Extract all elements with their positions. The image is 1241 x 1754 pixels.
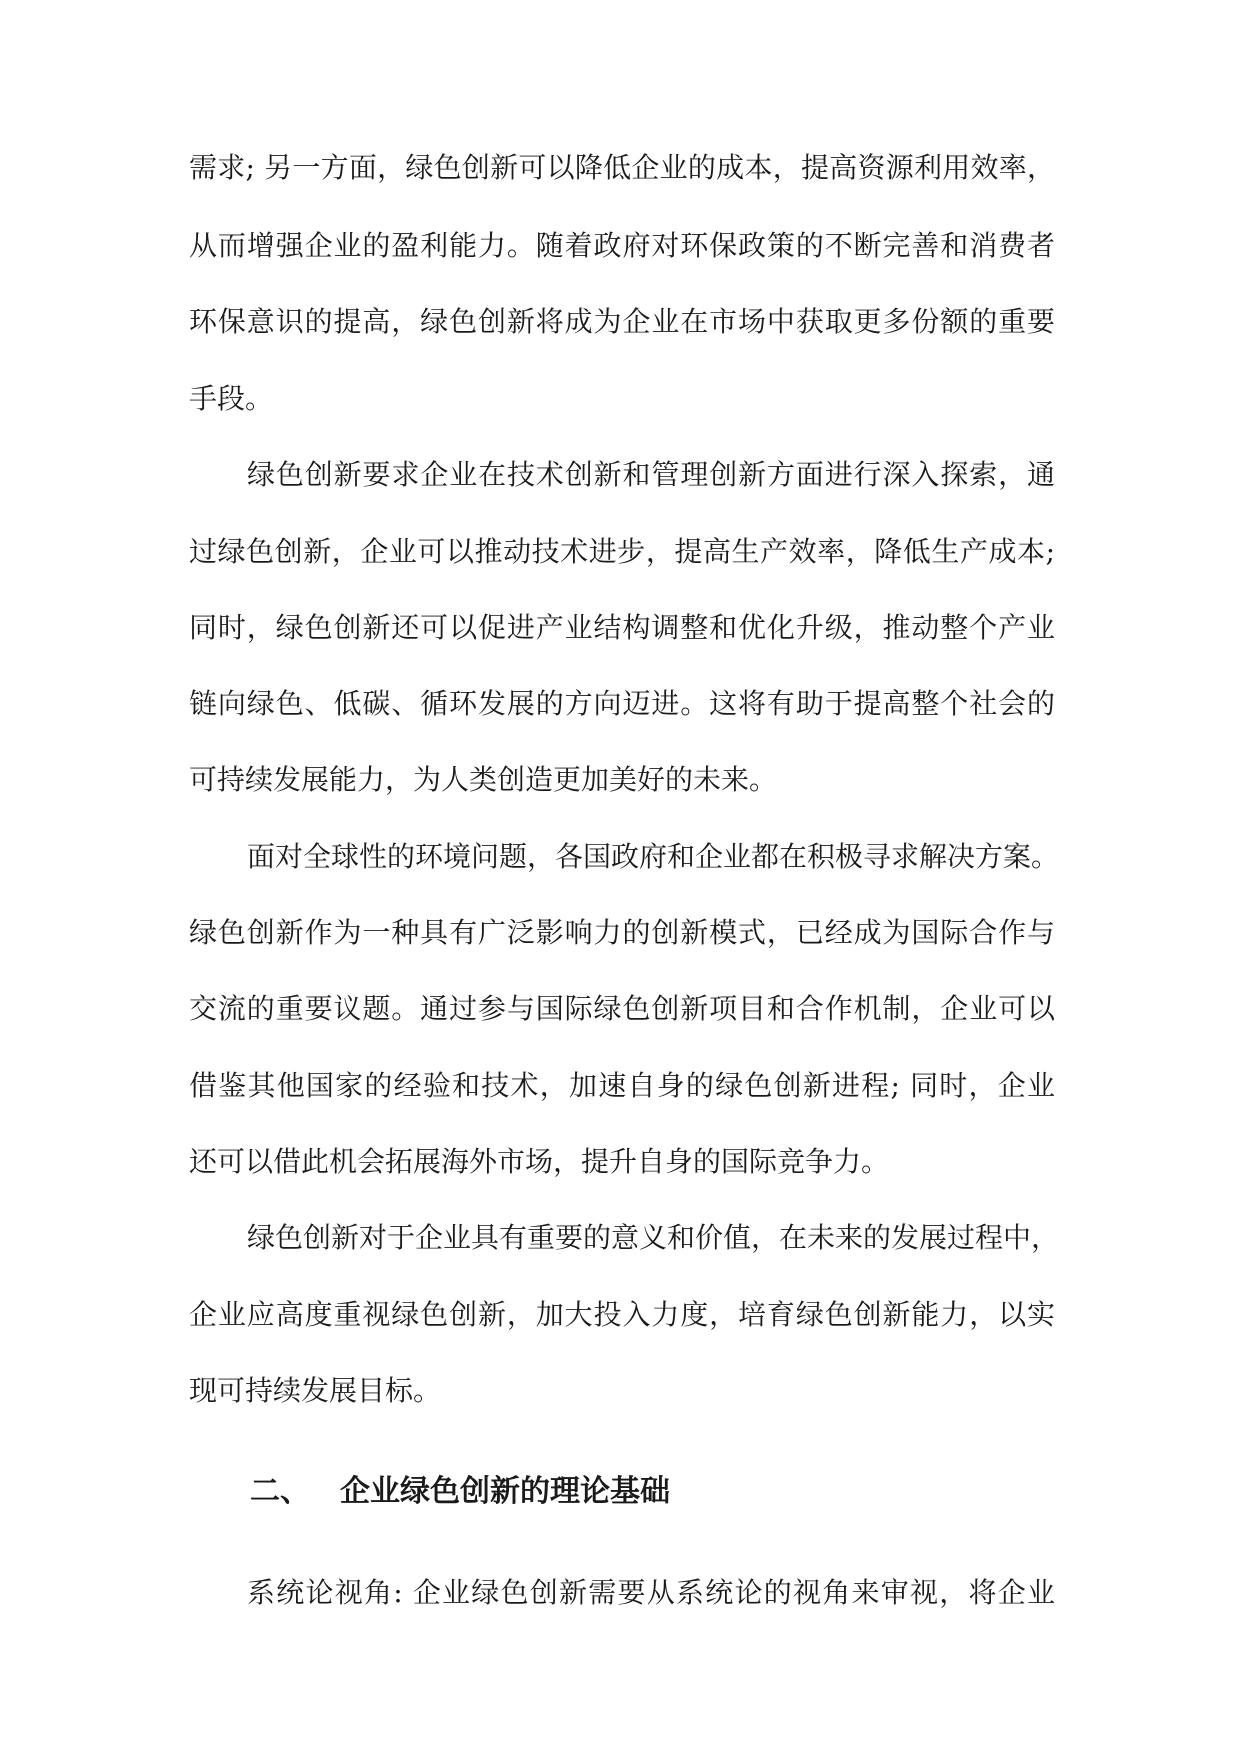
paragraph-line: 借鉴其他国家的经验和技术，加速自身的绿色创新进程; 同时，企业 (189, 1069, 1055, 1102)
paragraph-line: 可持续发展能力，为人类创造更加美好的未来。 (189, 763, 778, 796)
paragraph-line: 链向绿色、低碳、循环发展的方向迈进。这将有助于提高整个社会的 (189, 687, 1055, 720)
paragraph-line: 系统论视角: 企业绿色创新需要从系统论的视角来审视，将企业 (247, 1576, 1055, 1609)
paragraph-line: 同时，绿色创新还可以促进产业结构调整和优化升级，推动整个产业 (189, 611, 1055, 644)
paragraph-line: 面对全球性的环境问题，各国政府和企业都在积极寻求解决方案。 (247, 840, 1060, 873)
paragraph-line: 环保意识的提高，绿色创新将成为企业在市场中获取更多份额的重要 (189, 305, 1055, 338)
section-number: 二、 (250, 1474, 310, 1509)
paragraph-line: 还可以借此机会拓展海外市场，提升自身的国际竞争力。 (189, 1145, 890, 1178)
paragraph-line: 绿色创新对于企业具有重要的意义和价值，在未来的发展过程中， (247, 1221, 1060, 1254)
paragraph-line: 现可持续发展目标。 (189, 1374, 442, 1407)
paragraph-line: 绿色创新要求企业在技术创新和管理创新方面进行深入探索，通 (247, 458, 1055, 491)
paragraph-line: 从而增强企业的盈利能力。随着政府对环保政策的不断完善和消费者 (189, 229, 1055, 262)
paragraph-line: 需求; 另一方面，绿色创新可以降低企业的成本，提高资源利用效率， (189, 151, 1055, 184)
paragraph-line: 交流的重要议题。通过参与国际绿色创新项目和合作机制，企业可以 (189, 992, 1055, 1025)
paragraph-line: 过绿色创新，企业可以推动技术进步，提高生产效率，降低生产成本; (189, 535, 1055, 568)
paragraph-line: 手段。 (189, 382, 274, 415)
section-heading (250, 1472, 670, 1512)
paragraph-line: 绿色创新作为一种具有广泛影响力的创新模式，已经成为国际合作与 (189, 916, 1055, 949)
section-title: 企业绿色创新的理论基础 (340, 1474, 670, 1509)
paragraph-line: 企业应高度重视绿色创新，加大投入力度，培育绿色创新能力，以实 (189, 1298, 1055, 1331)
